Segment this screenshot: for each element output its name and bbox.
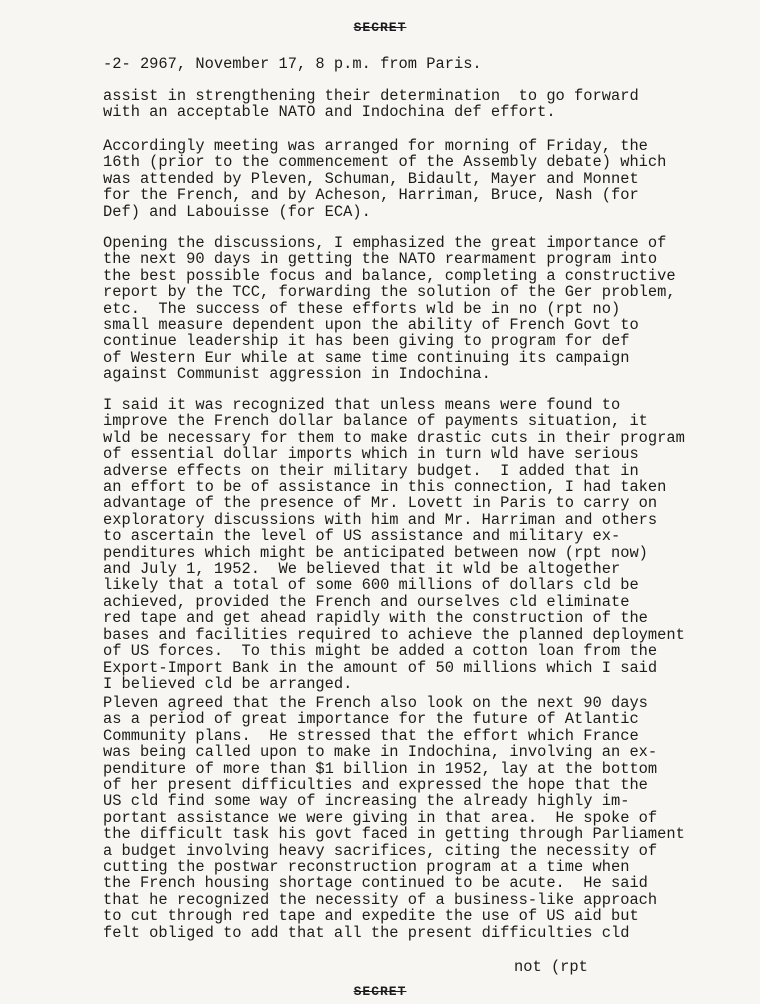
text-line: was attended by Pleven, Schuman, Bidault, Mayer and Monnet — [103, 169, 639, 188]
text-line: to ascertain the level of US assistance and military ex- — [103, 527, 621, 546]
text-line: Accordingly meeting was arranged for morning of Friday, the — [103, 137, 648, 155]
text-line: 16th (prior to the commencement of the Assembly debate) which — [103, 153, 667, 172]
paragraph-4 — [103, 397, 753, 692]
text-line: wld be necessary for them to make drastic cuts in their program — [103, 428, 685, 447]
text-line: achieved, provided the French and ourselves cld eliminate — [103, 592, 630, 611]
text-line: improve the French dollar balance of payments situation, it — [103, 412, 648, 431]
paragraph-5 — [103, 695, 753, 941]
paragraph-2 — [103, 138, 753, 220]
text-line: etc. The success of these efforts wld be in no (rpt no) — [103, 299, 621, 318]
text-line: Export-Import Bank in the amount of 50 millions which I said — [103, 658, 658, 677]
text-line: of essential dollar imports which in turn wld have serious — [103, 445, 639, 464]
text-line: Community plans. He stressed that the effort which France — [103, 726, 639, 745]
text-line: US cld find some way of increasing the already highly im- — [103, 792, 630, 811]
text-line: red tape and get ahead rapidly with the construction of the — [103, 609, 648, 628]
text-line: penditure of more than $1 billion in 1952, lay at the bottom — [103, 759, 658, 778]
page-continuation: not (rpt — [514, 958, 588, 976]
text-line: assist in strengthening their determination to go forward — [103, 87, 639, 105]
text-line: small measure dependent upon the ability of French Govt to — [103, 316, 639, 335]
text-line: report by the TCC, forwarding the solution of the Ger problem, — [103, 283, 676, 302]
text-line: a budget involving heavy sacrifices, citing the necessity of — [103, 841, 658, 860]
text-line: that he recognized the necessity of a business-like approach — [103, 890, 658, 909]
text-line: Def) and Labouisse (for ECA). — [103, 202, 371, 221]
text-line: the best possible focus and balance, completing a constructive — [103, 266, 676, 285]
text-line: adverse effects on their military budget. I added that in — [103, 461, 639, 480]
text-line: against Communist aggression in Indochina. — [103, 365, 491, 384]
text-line: of Western Eur while at same time continuing its campaign — [103, 348, 630, 367]
text-line: the difficult task his govt faced in getting through Parliament — [103, 825, 685, 844]
telegram-header: -2- 2967, November 17, 8 p.m. from Paris. — [103, 55, 482, 73]
text-line: portant assistance we were giving in that area. He spoke of — [103, 808, 658, 827]
text-line: to cut through red tape and expedite the use of US aid but — [103, 907, 639, 926]
text-line: of her present difficulties and expressed the hope that the — [103, 776, 648, 795]
text-line: likely that a total of some 600 millions of dollars cld be — [103, 576, 639, 595]
text-line: bases and facilities required to achieve the planned deployment — [103, 625, 685, 644]
text-line: for the French, and by Acheson, Harriman, Bruce, Nash (for — [103, 186, 639, 205]
text-line: Opening the discussions, I emphasized the great importance of — [103, 234, 667, 252]
text-line: I said it was recognized that unless means were found to — [103, 396, 621, 414]
text-line: the next 90 days in getting the NATO rearmament program into — [103, 250, 658, 269]
text-line: and July 1, 1952. We believed that it wld be altogether — [103, 560, 621, 579]
text-line: an effort to be of assistance in this connection, I had taken — [103, 478, 667, 497]
paragraph-3 — [103, 235, 753, 383]
paragraph-1 — [103, 88, 753, 121]
text-line: continue leadership it has been giving to program for def — [103, 332, 630, 351]
classification-marking-top: SECRET — [353, 20, 407, 35]
text-line: was being called upon to make in Indochina, involving an ex- — [103, 743, 658, 762]
text-line: I believed cld be arranged. — [103, 674, 353, 693]
text-line: of US forces. To this might be added a cotton loan from the — [103, 642, 658, 661]
text-line: with an acceptable NATO and Indochina def effort. — [103, 103, 556, 122]
text-line: exploratory discussions with him and Mr. Harriman and others — [103, 510, 658, 529]
text-line: Pleven agreed that the French also look on the next 90 days — [103, 694, 648, 712]
text-line: felt obliged to add that all the present difficulties cld — [103, 923, 630, 942]
text-line: the French housing shortage continued to be acute. He said — [103, 874, 648, 893]
text-line: advantage of the presence of Mr. Lovett in Paris to carry on — [103, 494, 658, 513]
text-line: as a period of great importance for the future of Atlantic — [103, 710, 639, 729]
classification-marking-bottom: SECRET — [353, 984, 407, 999]
text-line: penditures which might be anticipated between now (rpt now) — [103, 543, 648, 562]
text-line: cutting the postwar reconstruction program at a time when — [103, 858, 630, 877]
